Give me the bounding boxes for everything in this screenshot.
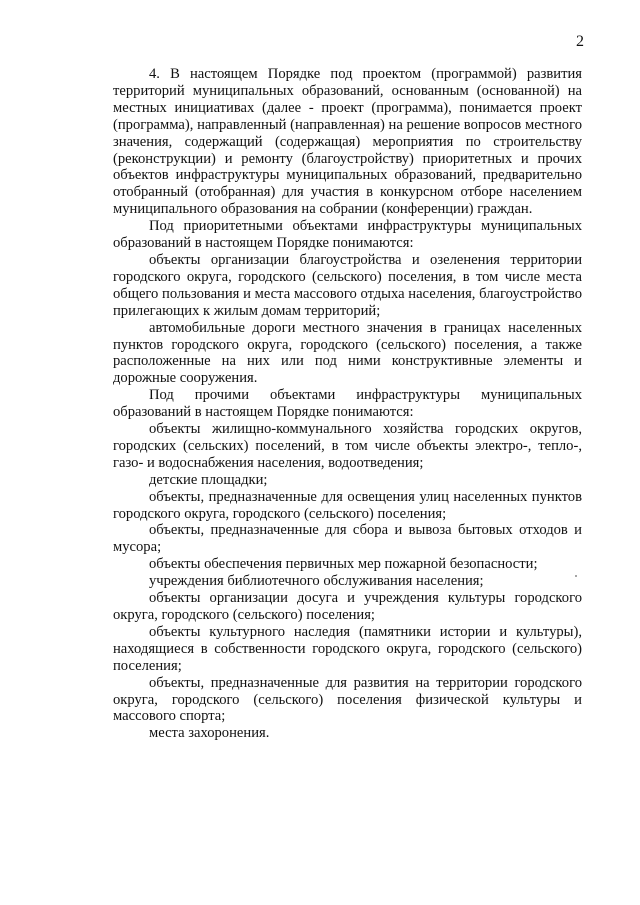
paragraph-landscaping-objects: объекты организации благоустройства и озеленения территории городского округа, городского (сельского) поселения, в том числе места общего пользования и места массового отдыха населения, благоустройство прилегающих к жилым домам территорий; bbox=[113, 251, 582, 319]
scan-speck bbox=[575, 575, 577, 577]
paragraph-playgrounds: детские площадки; bbox=[149, 471, 268, 488]
paragraph-sports: объекты, предназначенные для развития на территории городского округа, городского (сельского) поселения физической культуры и массового спорта; bbox=[113, 674, 582, 725]
paragraph-burial-places: места захоронения. bbox=[149, 725, 270, 742]
paragraph-culture-leisure: объекты организации досуга и учреждения культуры городского округа, городского (сельского) поселения; bbox=[113, 590, 582, 623]
paragraph-priority-objects-intro: Под приоритетными объектами инфраструктуры муниципальных образований в настоящем Порядке понимаются: bbox=[113, 218, 582, 252]
paragraph-fire-safety: объекты обеспечения первичных мер пожарной безопасности; bbox=[149, 556, 538, 573]
page-number: 2 bbox=[576, 33, 584, 50]
document-body bbox=[113, 66, 582, 742]
paragraph-street-lighting: объекты, предназначенные для освещения улиц населенных пунктов городского округа, городского (сельского) поселения; bbox=[113, 488, 582, 522]
paragraph-waste-collection: объекты, предназначенные для сбора и вывоза бытовых отходов и мусора; bbox=[113, 522, 582, 556]
paragraph-housing-utilities: объекты жилищно-коммунального хозяйства городских округов, городских (сельских) поселений, в том числе объекты электро-, тепло-, газо- и водоснабжения населения, водоотведения; bbox=[113, 421, 582, 471]
paragraph-other-objects-intro: Под прочими объектами инфраструктуры муниципальных образований в настоящем Порядке понимаются: bbox=[113, 387, 582, 421]
paragraph-libraries: учреждения библиотечного обслуживания населения; bbox=[149, 573, 484, 590]
paragraph-cultural-heritage: объекты культурного наследия (памятники истории и культуры), находящиеся в собственности городского округа, городского (сельского) поселения; bbox=[113, 623, 582, 674]
paragraph-project-definition: 4. В настоящем Порядке под проектом (программой) развития территорий муниципальных образований, основанным (основанной) на местных инициативах (далее - проект (программа), понимается проект (программа), направленный (направленная) на решение вопросов местного значения, содержащий (содержащая) мероприятия по строительству (реконструкции) и ремонту (благоустройству) приоритетных и прочих объектов инфраструктуры муниципальных образований, предварительно отобранный (отобранная) для участия в конкурсном отборе населением муниципального образования на собрании (конференции) граждан. bbox=[113, 66, 582, 218]
paragraph-roads: автомобильные дороги местного значения в границах населенных пунктов городского округа, городского (сельского) поселения, а также расположенные на них или под ними конструктивные элементы и дорожные сооружения. bbox=[113, 319, 582, 387]
